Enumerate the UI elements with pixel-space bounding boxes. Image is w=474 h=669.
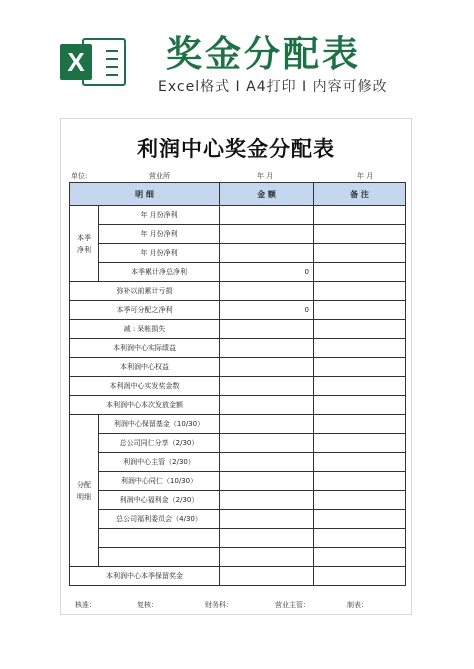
row-label: 年 月份净利	[99, 244, 220, 263]
table-header-row	[70, 183, 406, 206]
table-row	[70, 491, 406, 510]
amount-cell[interactable]	[220, 377, 314, 396]
amount-cell[interactable]: 0	[220, 263, 314, 282]
amount-cell[interactable]	[220, 434, 314, 453]
row-label: 年 月份净利	[99, 206, 220, 225]
table-row	[70, 358, 406, 377]
amount-cell[interactable]	[220, 320, 314, 339]
remark-cell[interactable]	[314, 301, 406, 320]
table-row	[70, 301, 406, 320]
row-label: 年 月份净利	[99, 225, 220, 244]
row-label	[99, 548, 220, 567]
remark-cell[interactable]	[314, 415, 406, 434]
table-row	[70, 548, 406, 567]
remark-cell[interactable]	[314, 491, 406, 510]
row-label: 利润中心同仁（10/30）	[99, 472, 220, 491]
remark-cell[interactable]	[314, 244, 406, 263]
table-row	[70, 282, 406, 301]
amount-cell[interactable]	[220, 244, 314, 263]
footer-strip	[60, 618, 412, 648]
column-header-remark: 备 注	[314, 183, 406, 206]
table-row	[70, 396, 406, 415]
remark-cell[interactable]	[314, 206, 406, 225]
table-row	[70, 206, 406, 225]
row-label: 总公司福利委员会（4/30）	[99, 510, 220, 529]
remark-cell[interactable]	[314, 453, 406, 472]
row-label: 利润中心福利金（2/30）	[99, 491, 220, 510]
row-label: 本季可分配之净利	[70, 301, 220, 320]
row-label: 利润中心主管（2/30）	[99, 453, 220, 472]
excel-icon	[60, 34, 130, 90]
row-label: 本利润中心权益	[70, 358, 220, 377]
date-label-1: 年 月	[257, 172, 274, 180]
column-header-detail: 明 细	[70, 183, 220, 206]
remark-cell[interactable]	[314, 434, 406, 453]
row-label: 本利润中心本季保留奖金	[70, 567, 220, 586]
remark-cell[interactable]	[314, 263, 406, 282]
row-label: 本季累计净总净利	[99, 263, 220, 282]
table-row	[70, 263, 406, 282]
sign-finance: 财务科：	[205, 601, 233, 609]
sign-manager: 营业主管：	[275, 601, 310, 609]
remark-cell[interactable]	[314, 282, 406, 301]
amount-cell[interactable]	[220, 548, 314, 567]
column-header-amount: 金 额	[220, 183, 314, 206]
remark-cell[interactable]	[314, 510, 406, 529]
amount-cell[interactable]	[220, 415, 314, 434]
remark-cell[interactable]	[314, 320, 406, 339]
table-row	[70, 453, 406, 472]
excel-x-badge: X	[60, 44, 92, 80]
amount-cell[interactable]	[220, 491, 314, 510]
page-subtitle: Excel格式 I A4打印 I 内容可修改	[158, 79, 388, 95]
remark-cell[interactable]	[314, 567, 406, 586]
row-label: 减 : 呆帐损失	[70, 320, 220, 339]
amount-cell[interactable]	[220, 510, 314, 529]
table-row	[70, 567, 406, 586]
remark-cell[interactable]	[314, 339, 406, 358]
table-row	[70, 434, 406, 453]
remark-cell[interactable]	[314, 529, 406, 548]
document-title: 利润中心奖金分配表	[137, 137, 335, 161]
bonus-table	[69, 182, 406, 586]
amount-cell[interactable]	[220, 472, 314, 491]
document-sheet	[60, 118, 412, 615]
table-row	[70, 529, 406, 548]
row-label: 总公司同仁分享（2/30）	[99, 434, 220, 453]
table-row	[70, 510, 406, 529]
page-title: 奖金分配表	[166, 34, 362, 75]
template-header	[0, 0, 474, 112]
sign-review: 复核：	[137, 601, 158, 609]
table-row	[70, 415, 406, 434]
row-label: 本利润中心实际绩益	[70, 339, 220, 358]
amount-cell[interactable]	[220, 453, 314, 472]
sign-preparer: 制表：	[347, 601, 368, 609]
table-row	[70, 244, 406, 263]
table-row	[70, 225, 406, 244]
amount-cell[interactable]	[220, 339, 314, 358]
table-row	[70, 472, 406, 491]
row-label	[99, 529, 220, 548]
amount-cell[interactable]	[220, 225, 314, 244]
unit-label: 单位:	[71, 172, 88, 180]
remark-cell[interactable]	[314, 396, 406, 415]
amount-cell[interactable]: 0	[220, 301, 314, 320]
remark-cell[interactable]	[314, 358, 406, 377]
remark-cell[interactable]	[314, 377, 406, 396]
amount-cell[interactable]	[220, 567, 314, 586]
remark-cell[interactable]	[314, 472, 406, 491]
amount-cell[interactable]	[220, 529, 314, 548]
amount-cell[interactable]	[220, 282, 314, 301]
amount-cell[interactable]	[220, 358, 314, 377]
row-label: 本利润中心实发奖金数	[70, 377, 220, 396]
table-row	[70, 339, 406, 358]
row-label: 弥补以前累计亏损	[70, 282, 220, 301]
amount-cell[interactable]	[220, 396, 314, 415]
remark-cell[interactable]	[314, 225, 406, 244]
amount-cell[interactable]	[220, 206, 314, 225]
date-label-2: 年 月	[357, 172, 374, 180]
table-row	[70, 320, 406, 339]
sign-approve: 核准：	[75, 601, 96, 609]
dept-label: 营业所	[149, 172, 170, 180]
remark-cell[interactable]	[314, 548, 406, 567]
group-label: 本季 净利	[70, 206, 99, 282]
group-label: 分配 明细	[70, 415, 99, 567]
table-row	[70, 377, 406, 396]
row-label: 利润中心保留基金（10/30）	[99, 415, 220, 434]
row-label: 本利润中心本次发放金额	[70, 396, 220, 415]
